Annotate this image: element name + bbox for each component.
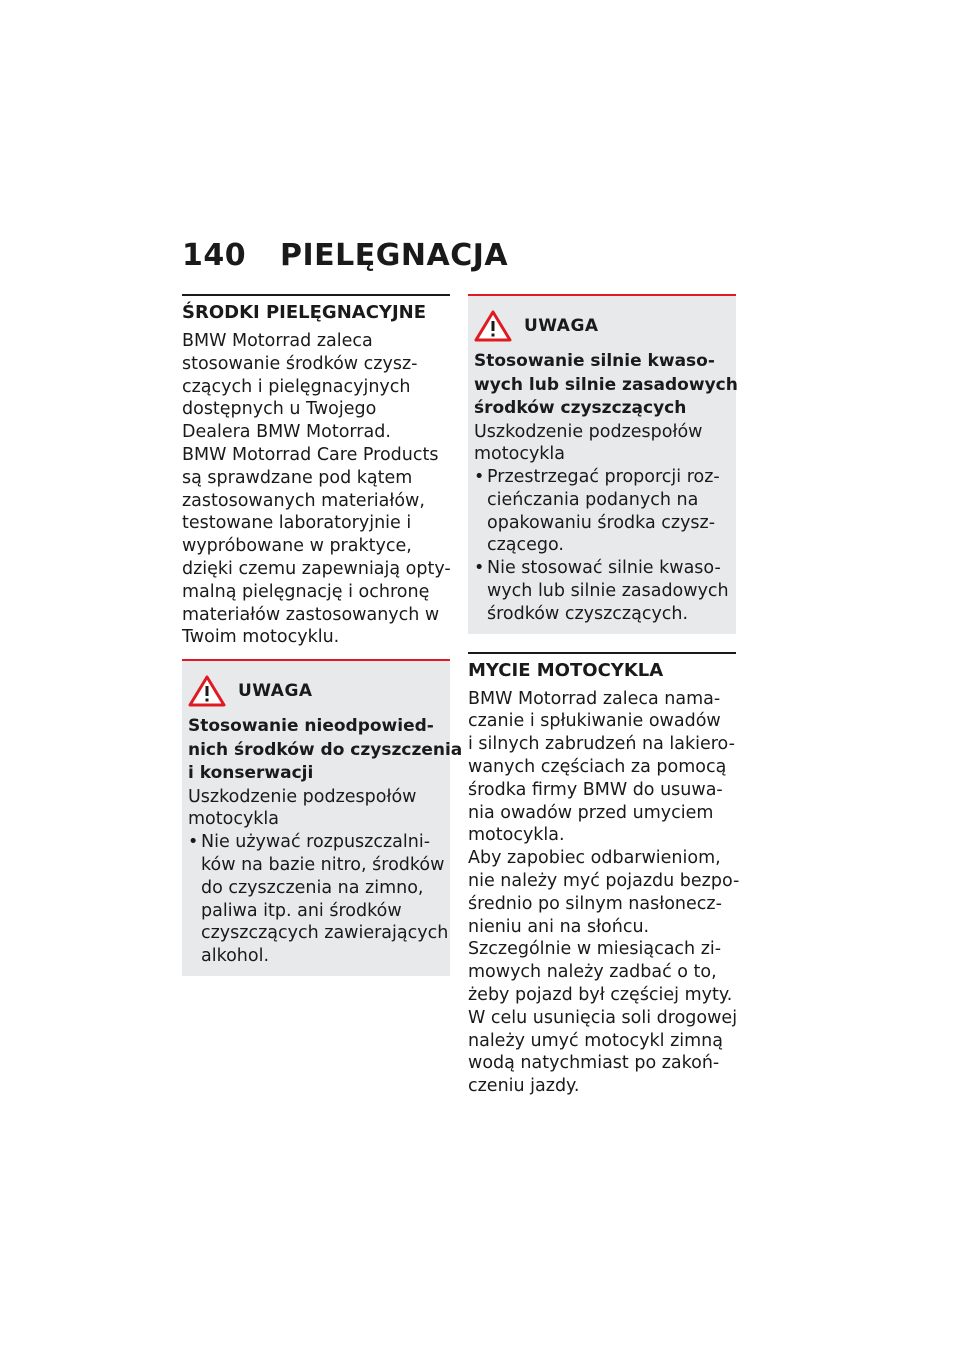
text-line: wanych częściach za pomocą [468,757,727,778]
text-line: testowane laboratoryjnie i [182,513,412,534]
text-line: materiałów zastosowanych w [182,604,440,625]
bullet-line: czącego. [487,535,564,556]
text-line: BMW Motorrad Care Products [182,444,439,465]
bullet-line: ków na bazie nitro, środków [201,855,445,876]
bullet-line: paliwa itp. ani środków [201,900,402,921]
text-line: dostępnych u Twojego [182,399,377,420]
notice-title-line: i konserwacji [188,763,314,784]
notice-label: UWAGA [524,316,599,336]
notice-text-line: Uszkodzenie podzespołów [474,421,703,442]
notice-consequence [474,421,730,467]
text-line: dzięki czemu zapewniają opty- [182,558,451,579]
text-line: BMW Motorrad zaleca [182,331,373,351]
right-column [468,294,740,1098]
text-line: średnio po silnym nasłonecz- [468,893,722,914]
washing-text [468,688,740,1098]
chapter-title: PIELĘGNACJA [280,238,509,273]
text-line: czanie i spłukiwanie owadów [468,711,721,732]
text-line: czących i pielęgnacyjnych [182,376,411,397]
bullet-line: wych lub silnie zasadowych [487,581,729,602]
notice-title [188,715,463,786]
text-line: nie należy myć pojazdu bezpo- [468,871,740,892]
text-line: nieniu ani na słońcu. [468,916,650,937]
notice-title [474,350,738,421]
bullet-item [474,557,730,625]
page-number: 140 [182,238,247,273]
warning-triangle-icon [474,310,512,342]
bullet-line: środków czyszczących. [487,603,689,624]
text-line: czeniu jazdy. [468,1076,580,1097]
page-header [182,238,508,273]
text-line: Szczególnie w miesiącach zi- [468,939,722,960]
left-column [182,294,463,976]
notice-title-line: środków czyszczących [474,398,687,418]
notice-text-line: motocykla [474,444,566,465]
bullet-line: czyszczących zawierających [201,923,449,944]
section-title-care-products: ŚRODKI PIELĘGNACYJNE [182,302,427,323]
text-line: zastosowanych materiałów, [182,490,425,511]
text-line: Twoim motocyklu. [182,627,340,648]
notice-text-line: motocykla [188,809,280,830]
notice-text-line: Uszkodzenie podzespołów [188,786,417,807]
text-line: są sprawdzane pod kątem [182,467,413,488]
bullet-line: do czyszczenia na zimno, [201,877,424,898]
bullet-item [188,831,449,968]
bullet-line: • Przestrzegać proporcji roz- [487,467,720,488]
notice-header [474,310,730,342]
notice-header [188,675,444,707]
text-line: należy umyć motocykl zimną [468,1030,723,1051]
text-line: wypróbowane w praktyce, [182,536,412,557]
text-line: żeby pojazd był częściej myty. [468,985,733,1006]
bullet-line: • Nie stosować silnie kwaso- [487,558,721,579]
text-line: motocykla. [468,825,565,846]
notice-consequence [188,786,444,832]
bullet-line: opakowaniu środka czysz- [487,512,716,533]
text-line: mowych należy zadbać o to, [468,962,717,983]
bullet-line: • Nie używać rozpuszczalni- [201,832,431,853]
text-line: środka firmy BMW do usuwa- [468,779,723,800]
text-line: W celu usunięcia soli drogowej [468,1007,738,1028]
notice-bullets [474,466,730,626]
text-line: Aby zapobiec odbarwieniom, [468,848,721,869]
text-line: nia owadów przed umyciem [468,802,714,823]
text-line: stosowanie środków czysz- [182,353,418,374]
warning-triangle-icon [188,675,226,707]
warning-notice-left [182,659,463,976]
notice-title-line: nich środków do czyszczenia [188,739,463,760]
notice-title-line: Stosowanie silnie kwaso- [474,351,715,371]
text-line: malną pielęgnację i ochronę [182,581,430,602]
bullet-line: alkohol. [201,946,270,967]
notice-bullets [188,831,449,968]
text-line: BMW Motorrad zaleca nama- [468,688,721,709]
section-divider [468,652,736,654]
bullet-line: cieńczania podanych na [487,489,699,510]
notice-label: UWAGA [238,681,313,702]
text-line: Dealera BMW Motorrad. [182,422,391,443]
bullet-item [474,466,730,557]
section-divider [182,294,450,296]
text-line: i silnych zabrudzeń na lakiero- [468,734,735,755]
notice-title-line: wych lub silnie zasadowych [474,374,738,395]
warning-notice-right [468,294,736,634]
section-title-washing: MYCIE MOTOCYKLA [468,659,664,681]
text-line: wodą natychmiast po zakoń- [468,1053,720,1074]
notice-title-line: Stosowanie nieodpowied- [188,716,434,737]
care-products-text [182,330,450,649]
